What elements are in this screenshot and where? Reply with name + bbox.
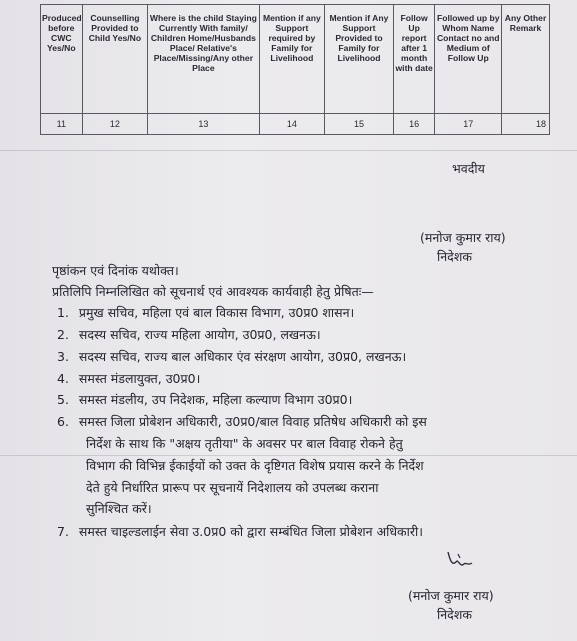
signer-title: निदेशक [437,607,472,622]
signer-name: (मनोज कुमार राय) [420,230,506,245]
list-text: समस्त मंडलीय, उप निदेशक, महिला कल्याण विभाग उ0प्र0। [78,392,353,407]
column-number: 11 [41,114,83,135]
list-number: 4. [57,371,69,386]
column-number: 13 [148,114,259,135]
list-item [57,523,423,540]
column-number: 17 [435,114,502,135]
list-text-line: देते हुये निर्धारित प्रारूप पर सूचनायें निदेशालय को उपलब्ध कराना [86,480,379,495]
header-cell: Mention if Any Support Provided to Family for Livelihood [325,5,394,114]
closing-text: भवदीय [452,161,485,176]
list-text: समस्त जिला प्रोबेशन अधिकारी, उ0प्र0/बाल विवाह प्रतिषेध अधिकारी को इस [78,414,427,429]
list-item [57,348,406,365]
list-number: 3. [57,349,69,364]
followup-table [40,4,550,135]
header-cell: Where is the child Staying Currently With family/ Children Home/Husbands Place/ Relative's Place/Missing/Any other Place [148,5,259,114]
column-number: 14 [259,114,325,135]
list-text: सदस्य सचिव, राज्य बाल अधिकार एंव संरक्षण आयोग, उ0प्र0, लखनऊ। [78,349,407,364]
header-cell: Any Other Remark [502,5,550,114]
endorsement-line: पृष्ठांकन एवं दिनांक यथोक्त। [52,263,179,278]
list-number: 2. [57,327,69,342]
list-text: प्रमुख सचिव, महिला एवं बाल विकास विभाग, उ0प्र0 शासन। [78,305,355,320]
signer-title: निदेशक [437,249,472,264]
list-number: 6. [57,414,69,429]
list-text: सदस्य सचिव, राज्य महिला आयोग, उ0प्र0, लखनऊ। [78,327,321,342]
column-number: 12 [82,114,148,135]
list-number: 1. [57,305,69,320]
column-number: 16 [393,114,435,135]
paper-fold [0,455,577,456]
header-cell: Produced before CWC Yes/No [41,5,83,114]
list-text-line: सुनिश्चित करें। [86,501,152,516]
list-number: 7. [57,524,69,539]
list-item [57,413,427,430]
list-item [57,391,352,408]
list-item [57,370,200,387]
column-number: 15 [325,114,394,135]
list-text-line: विभाग की विभिन्न ईकाईयों को उक्त के दृष्टिगत विशेष प्रयास करने के निर्देश [86,458,424,473]
handwritten-signature [444,548,484,574]
table-header-row [41,5,550,114]
table-number-row [41,114,550,135]
paper-fold [0,150,577,151]
list-number: 5. [57,392,69,407]
header-cell: Counselling Provided to Child Yes/No [82,5,148,114]
signer-name: (मनोज कुमार राय) [408,588,494,603]
list-item [57,326,321,343]
list-text-line: निर्देश के साथ कि "अक्षय तृतीया" के अवसर पर बाल विवाह रोकने हेतु [86,436,403,451]
list-text: समस्त मंडलायुक्त, उ0प्र0। [78,371,201,386]
column-number: 18 [502,114,550,135]
copy-intro: प्रतिलिपि निम्नलिखित को सूचनार्थ एवं आवश्यक कार्यवाही हेतु प्रेषितः— [52,284,374,299]
header-cell: Mention if any Support required by Family for Livelihood [259,5,325,114]
header-cell: Follow Up report after 1 month with date [393,5,435,114]
list-text: समस्त चाइल्डलाईन सेवा उ.0प्र0 को द्वारा सम्बंधित जिला प्रोबेशन अधिकारी। [78,524,423,539]
header-cell: Followed up by Whom Name Contact no and Medium of Follow Up [435,5,502,114]
list-item [57,304,354,321]
